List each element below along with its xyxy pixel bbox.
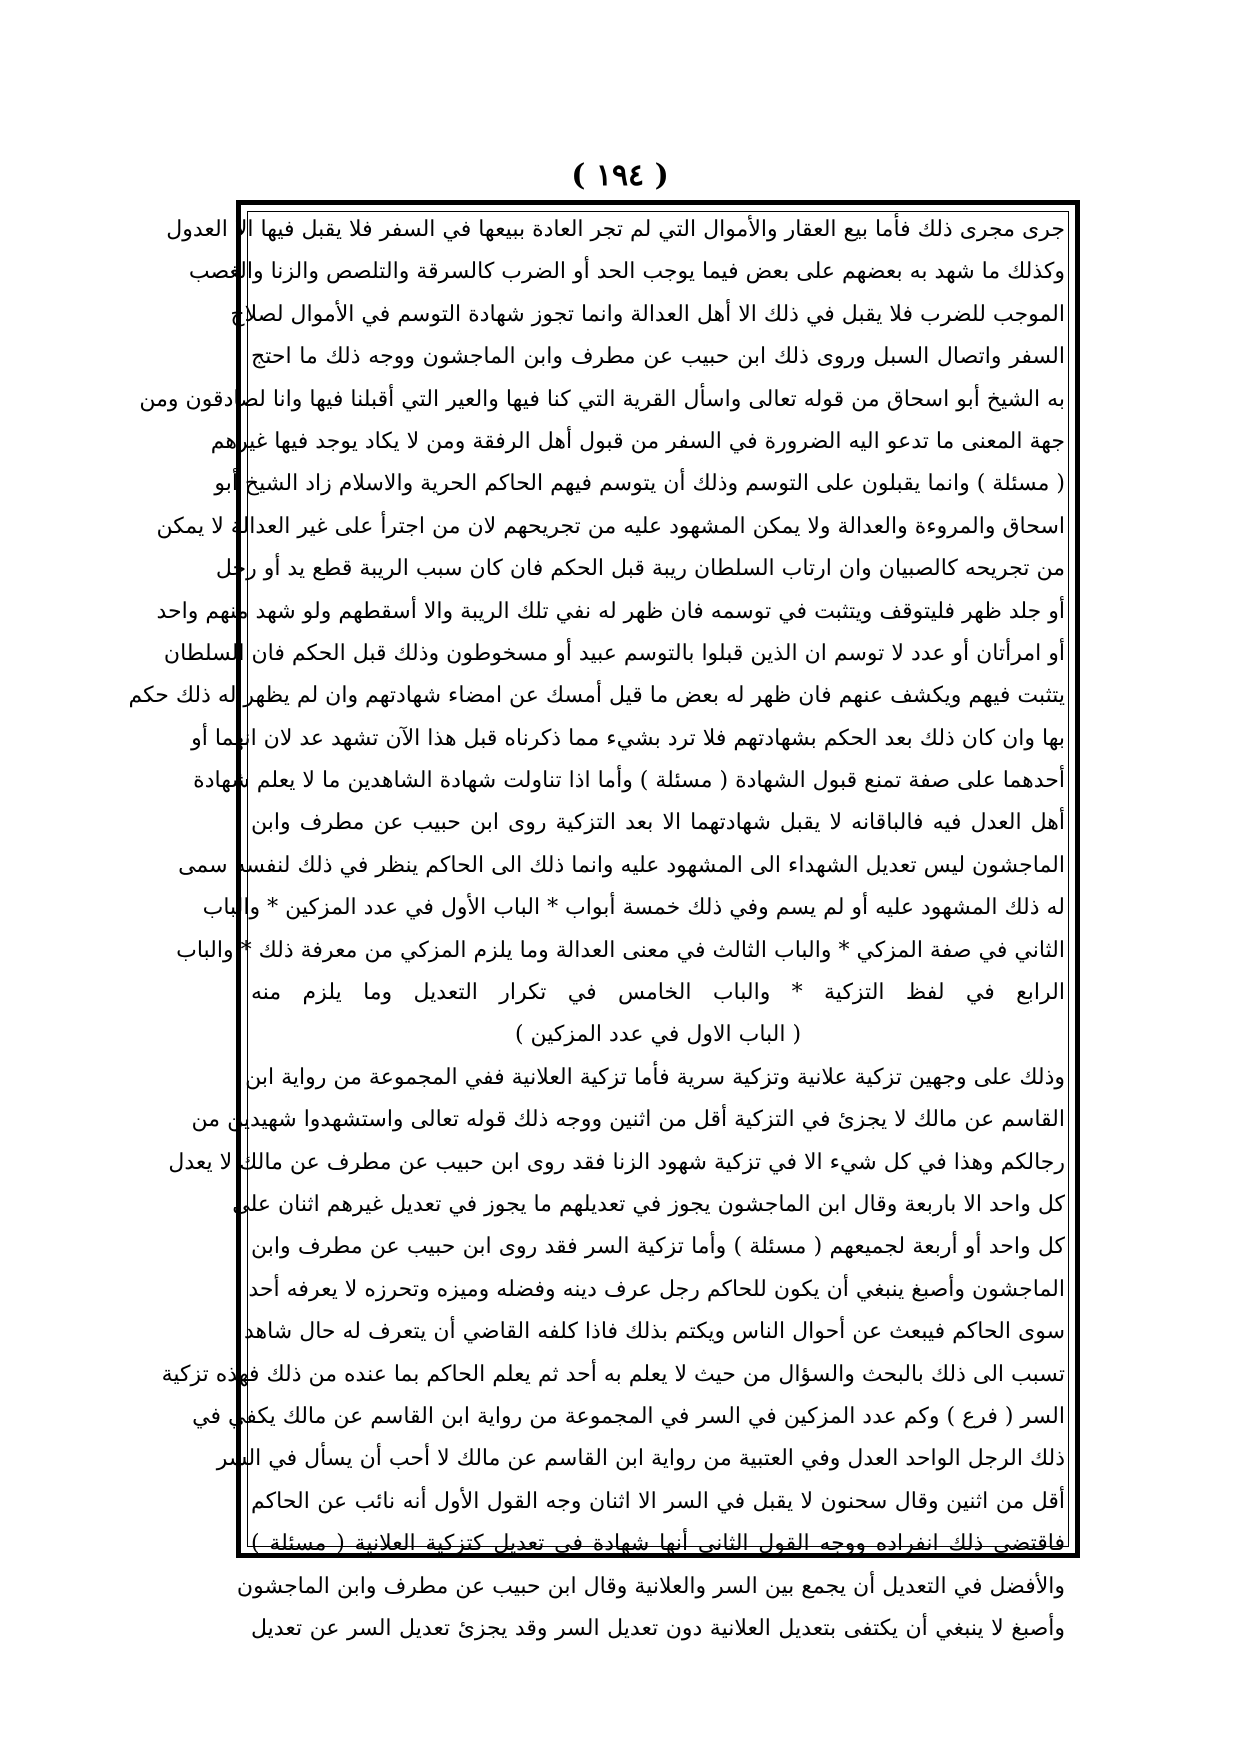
text-line: كل واحد الا باربعة وقال ابن الماجشون يجوز في تعديلهم ما يجوز في تعديل غيرهم اثنان على [232, 1191, 1065, 1217]
text-line: أهل العدل فيه فالباقانه لا يقبل شهادتهما الا بعد التزكية روى ابن حبيب عن مطرف وابن [251, 810, 1065, 836]
text-line: والأفضل في التعديل أن يجمع بين السر والعلانية وقال ابن حبيب عن مطرف وابن الماجشون [236, 1573, 1065, 1599]
text-line: أقل من اثنين وقال سحنون لا يقبل في السر الا اثنان وجه القول الأول أنه نائب عن الحاكم [251, 1488, 1065, 1514]
text-line: اسحاق والمروءة والعدالة ولا يمكن المشهود عليه من تجريحهم لان من اجترأ على غير العدالة لا يمكن [156, 513, 1065, 539]
text-line: جرى مجرى ذلك فأما بيع العقار والأموال التي لم تجر العادة ببيعها في السفر فلا يقبل فيها الا العدول [166, 217, 1065, 242]
page-number: ( ١٩٤ ) [571, 158, 669, 193]
text-line: رجالكم وهذا في كل شيء الا في تزكية شهود الزنا فقد روى ابن حبيب عن مطرف عن مالك لا يعدل [168, 1149, 1065, 1175]
text-line: به الشيخ أبو اسحاق من قوله تعالى واسأل القرية التي كنا فيها والعير التي أقبلنا فيها وانا لصادقون ومن [139, 386, 1065, 412]
text-line: فاقتضى ذلك انفراده ووجه القول الثاني أنها شهادة في تعديل كتزكية العلانية ( مسئلة ) [251, 1531, 1065, 1557]
text-line: الماجشون ليس تعديل الشهداء الى المشهود عليه وانما ذلك الى الحاكم ينظر في ذلك لنفسه سمى [178, 852, 1065, 878]
text-line: وكذلك ما شهد به بعضهم على بعض فيما يوجب الحد أو الضرب كالسرقة والتلصص والزنا والغصب [188, 259, 1065, 285]
text-line: الرابع في لفظ التزكية * والباب الخامس في تكرار التعديل وما يلزم منه [251, 980, 1065, 1006]
text-line: وذلك على وجهين تزكية علانية وتزكية سرية فأما تزكية العلانية ففي المجموعة من رواية ابن [245, 1064, 1065, 1090]
chapter-heading: ( الباب الاول في عدد المزكين ) [514, 1022, 802, 1048]
text-line: أو امرأتان أو عدد لا توسم ان الذين قبلوا بالتوسم عبيد أو مسخوطون وذلك قبل الحكم فان السلطان [163, 640, 1065, 666]
text-line: السفر واتصال السبل وروى ذلك ابن حبيب عن مطرف وابن الماجشون ووجه ذلك ما احتج [251, 344, 1065, 370]
text-line: وأصبغ لا ينبغي أن يكتفى بتعديل العلانية دون تعديل السر وقد يجزئ تعديل السر عن تعديل [251, 1615, 1065, 1641]
text-line: أحدهما على صفة تمنع قبول الشهادة ( مسئلة ) وأما اذا تناولت شهادة الشاهدين ما لا يعلم شهادة [193, 768, 1065, 794]
text-line: ( مسئلة ) وانما يقبلون على التوسم وذلك أن يتوسم فيهم الحاكم الحرية والاسلام زاد الشيخ أبو [214, 471, 1065, 497]
text-line: الماجشون وأصبغ ينبغي أن يكون للحاكم رجل عرف دينه وفضله وميزه وتحرزه لا يعرفه أحد [248, 1276, 1065, 1302]
text-line: من تجريحه كالصبيان وان ارتاب السلطان ريبة قبل الحكم فان كان سبب الريبة قطع يد أو رجل [215, 556, 1065, 582]
text-line: الموجب للضرب فلا يقبل في ذلك الا أهل العدالة وانما تجوز شهادة التوسم في الأموال لصلاح [230, 301, 1065, 327]
text-line: تسبب الى ذلك بالبحث والسؤال من حيث لا يعلم به أحد ثم يعلم الحاكم بما عنده من ذلك فهذه تزكية [161, 1361, 1065, 1387]
text-line: جهة المعنى ما تدعو اليه الضرورة في السفر من قبول أهل الرفقة ومن لا يكاد يوجد فيها غيرهم [210, 428, 1065, 454]
text-line: يتثبت فيهم ويكشف عنهم فان ظهر له بعض ما قيل أمسك عن امضاء شهادتهم وان لم يظهر له ذلك حكم [128, 683, 1065, 709]
text-line: كل واحد أو أربعة لجميعهم ( مسئلة ) وأما تزكية السر فقد روى ابن حبيب عن مطرف وابن [251, 1234, 1065, 1260]
text-line: القاسم عن مالك لا يجزئ في التزكية أقل من اثنين ووجه ذلك قوله تعالى واستشهدوا شهيدين من [191, 1107, 1065, 1133]
text-line: بها وان كان ذلك بعد الحكم بشهادتهم فلا ترد بشيء مما ذكرناه قبل هذا الآن تشهد عد لان انهما أو [191, 725, 1065, 751]
text-block [128, 209, 1065, 1641]
text-line: ذلك الرجل الواحد العدل وفي العتبية من رواية ابن القاسم عن مالك لا أحب أن يسأل في السر [216, 1446, 1065, 1472]
text-line: أو جلد ظهر فليتوقف ويتثبت في توسمه فان ظهر له نفي تلك الريبة والا أسقطهم ولو شهد منهم واحد [156, 598, 1065, 624]
text-line: سوى الحاكم فيبعث عن أحوال الناس ويكتم بذلك فاذا كلفه القاضي أن يتعرف له حال شاهد [243, 1319, 1065, 1345]
text-line: الثاني في صفة المزكي * والباب الثالث في معنى العدالة وما يلزم المزكي من معرفة ذلك * والباب [176, 937, 1065, 963]
text-line: له ذلك المشهود عليه أو لم يسم وفي ذلك خمسة أبواب * الباب الأول في عدد المزكين * والباب [202, 895, 1065, 921]
text-frame [128, 200, 1080, 1641]
text-line: السر ( فرع ) وكم عدد المزكين في السر في المجموعة من رواية ابن القاسم عن مالك يكفي في [192, 1403, 1065, 1429]
